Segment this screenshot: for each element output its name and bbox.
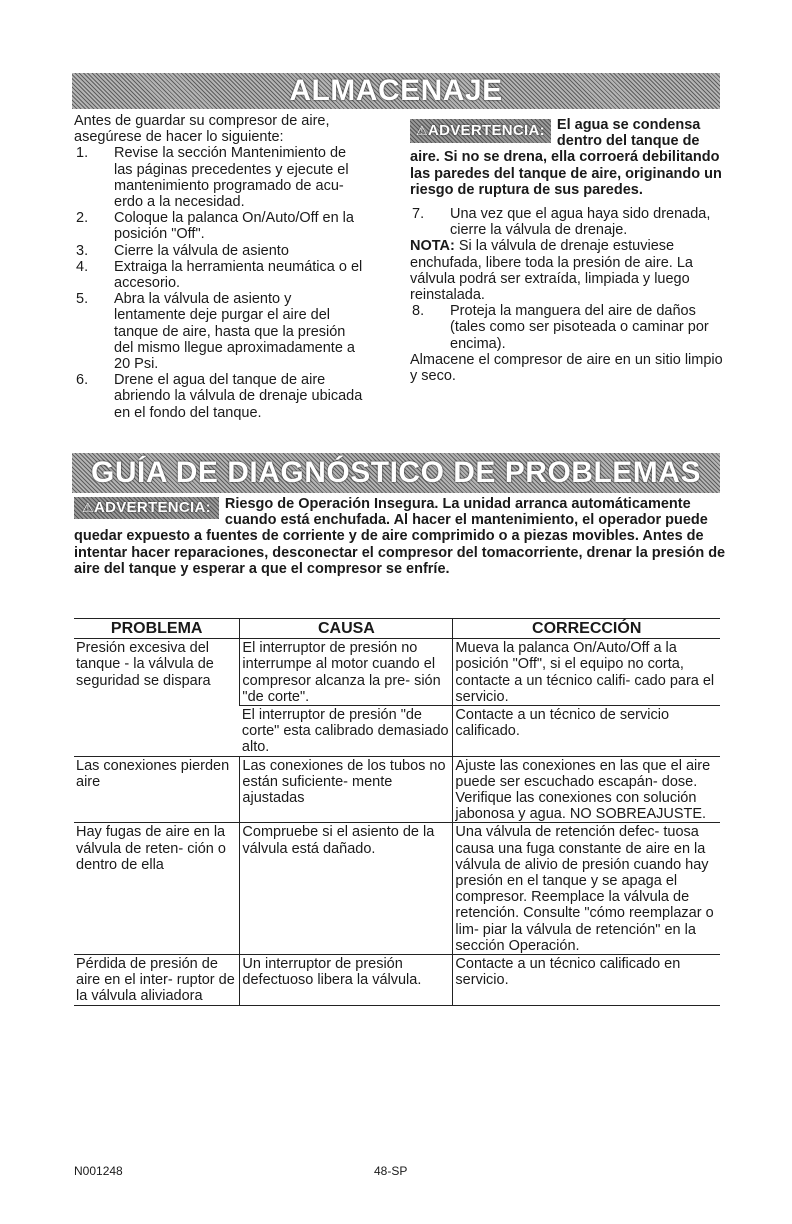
step-number: 5.: [76, 291, 89, 308]
page-number: 48-SP: [374, 1164, 408, 1178]
cell-causa: El interruptor de presión "de corte" esta calibrado demasiado alto.: [240, 706, 453, 757]
step-item: [74, 210, 364, 242]
table-row: [74, 955, 720, 1006]
almacenaje-right-column: [410, 117, 724, 384]
warning-triangle-icon: ⚠: [416, 123, 428, 138]
table-header-row: [74, 619, 720, 639]
almacenaje-steps-final: [410, 303, 724, 352]
step-item: [74, 243, 364, 259]
step-number: 4.: [76, 258, 89, 275]
step-number: 2.: [76, 210, 89, 227]
condensation-warning-text: El agua se condensa dentro del tanque de aire. Si no se drena, ella corroerá debilitando las paredes del tanque de aire, originando un riesgo de ruptura de sus paredes.: [410, 117, 722, 198]
step-number: 1.: [76, 145, 89, 162]
step-text: Drene el agua del tanque de aire abriendo la válvula de drenaje ubicada en el fondo del tanque.: [114, 372, 363, 421]
diagnostico-title: GUÍA DE DIAGNÓSTICO DE PROBLEMAS: [91, 456, 701, 489]
note-text: Si la válvula de drenaje estuviese enchufada, libere toda la presión de aire. La válvula podrá ser extraída, limpiada y luego reinstalada.: [410, 238, 693, 304]
diagnostico-banner: [72, 453, 720, 493]
cell-problema: Pérdida de presión de aire en el inter- ruptor de la válvula aliviadora: [74, 955, 240, 1006]
step-item: [74, 291, 364, 372]
almacenaje-steps-continued: [410, 206, 724, 238]
troubleshooting-table: [74, 618, 720, 1006]
cell-correccion: Ajuste las conexiones en las que el aire puede ser escuchado escapán- dose. Verifique las conexiones con solución jabonosa y agua. NO SOBREAJUSTE.: [453, 756, 720, 823]
note-paragraph: [410, 238, 724, 303]
warning-badge: [410, 119, 551, 143]
header-problema: PROBLEMA: [74, 619, 240, 639]
almacenaje-intro: Antes de guardar su compresor de aire, asegúrese de hacer lo siguiente:: [74, 113, 330, 146]
almacenaje-title: ALMACENAJE: [289, 74, 503, 107]
table-row: [74, 756, 720, 823]
step-text: Revise la sección Mantenimiento de las páginas precedentes y ejecute el mantenimiento programado de acu- erdo a la necesidad.: [114, 145, 349, 211]
step-text: Coloque la palanca On/Auto/Off en la posición "Off".: [114, 210, 354, 243]
cell-causa: Un interruptor de presión defectuoso libera la válvula.: [240, 955, 453, 1006]
step-number: 3.: [76, 242, 89, 259]
cell-causa: Compruebe si el asiento de la válvula está dañado.: [240, 823, 453, 955]
cell-correccion: Mueva la palanca On/Auto/Off a la posición "Off", si el equipo no corta, contacte a un técnico califi- cado para el servicio.: [453, 639, 720, 706]
cell-problema: Hay fugas de aire en la válvula de reten- ción o dentro de ella: [74, 823, 240, 955]
step-number: 7.: [412, 206, 425, 223]
step-item: [74, 372, 364, 421]
cell-correccion: Una válvula de retención defec- tuosa causa una fuga constante de aire en la válvula de alivio de presión cuando hay presión en el tanque y se apaga el compresor. Reemplace la válvula de retención. Consulte "cómo reemplazar o lim- piar la válvula de retención" en la sección Operación.: [453, 823, 720, 955]
step-text: Cierre la válvula de asiento: [114, 242, 289, 259]
cell-correccion: Contacte a un técnico de servicio calificado.: [453, 706, 720, 757]
table-row: [74, 639, 720, 706]
step-item: [410, 303, 724, 352]
warning-badge-label: ADVERTENCIA:: [93, 499, 211, 516]
almacenaje-banner: [72, 73, 720, 109]
warning-badge: [74, 497, 219, 519]
cell-problema: Las conexiones pierden aire: [74, 756, 240, 823]
warning-badge-label: ADVERTENCIA:: [427, 122, 545, 139]
header-causa: CAUSA: [240, 619, 453, 639]
warning-triangle-icon: ⚠: [82, 500, 94, 515]
step-text: Una vez que el agua haya sido drenada, cierre la válvula de drenaje.: [450, 206, 711, 239]
operation-warning-text: Riesgo de Operación Insegura. La unidad arranca automáticamente cuando está enchufada. Al hacer el mantenimiento, el operador puede quedar expuesto a fuentes de corriente y de aire comprimido o a piezas movibles. Antes de intentar hacer reparaciones, desconectar el compresor del tomacorriente, drenar la presión de aire del tanque y esperar a que el compresor se enfríe.: [74, 496, 726, 577]
header-correccion: CORRECCIÓN: [453, 619, 720, 639]
operation-warning: [74, 496, 726, 577]
almacenaje-steps: [74, 145, 364, 420]
step-item: [74, 259, 364, 291]
almacenaje-left-column: [74, 113, 364, 421]
step-text: Abra la válvula de asiento y lentamente deje purgar el aire del tanque de aire, hasta que la presión del mismo llegue aproximadamente a 20 Psi.: [114, 291, 355, 373]
cell-problema: Presión excesiva del tanque - la válvula de seguridad se dispara: [74, 639, 240, 756]
step-number: 8.: [412, 303, 425, 320]
step-text: Proteja la manguera del aire de daños (tales como ser pisoteada o caminar por encima).: [450, 303, 709, 352]
step-text: Extraiga la herramienta neumática o el accesorio.: [114, 258, 363, 292]
step-item: [410, 206, 724, 238]
cell-causa: El interruptor de presión no interrumpe al motor cuando el compresor alcanza la pre- sión "de corte".: [240, 639, 453, 706]
table-row: [74, 823, 720, 955]
document-code: N001248: [74, 1164, 123, 1178]
cell-causa: Las conexiones de los tubos no están suficiente- mente ajustadas: [240, 756, 453, 823]
step-number: 6.: [76, 372, 89, 389]
closing-paragraph: Almacene el compresor de aire en un sitio limpio y seco.: [410, 351, 723, 385]
step-item: [74, 145, 364, 210]
cell-correccion: Contacte a un técnico calificado en servicio.: [453, 955, 720, 1006]
condensation-warning: [410, 117, 724, 198]
note-label: NOTA:: [410, 238, 455, 255]
